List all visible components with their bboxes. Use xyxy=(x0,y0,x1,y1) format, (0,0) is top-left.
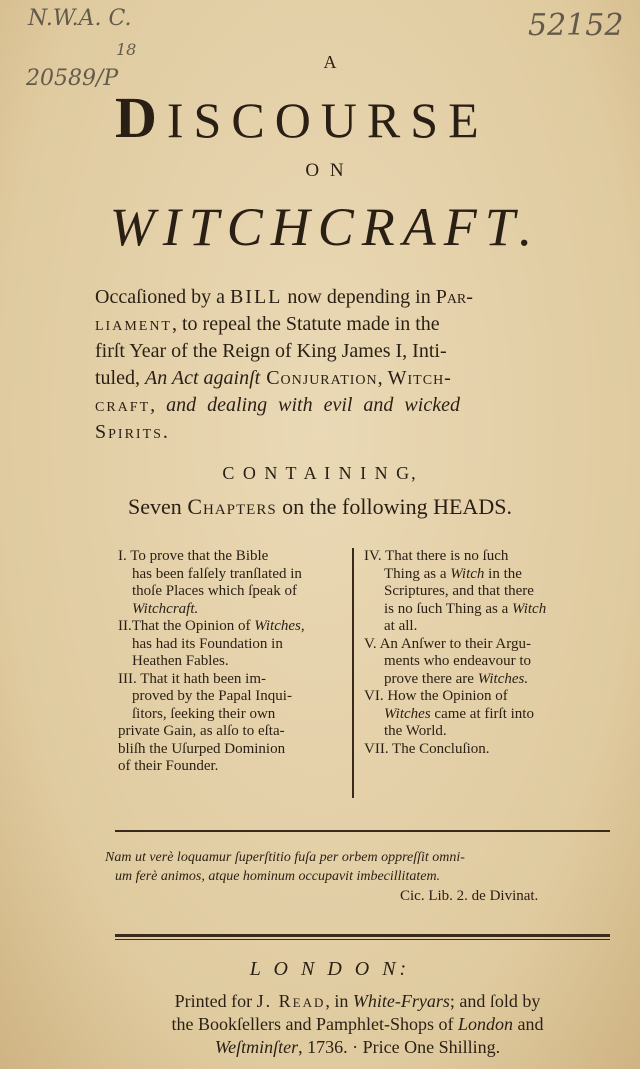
chapter-2-line-1: II.That the Opinion of Witches, xyxy=(118,618,305,634)
chapters-left-column xyxy=(118,548,344,776)
handwritten-mark-top-right: 52152 xyxy=(528,8,624,43)
title-discourse-rest: ISCOURSE xyxy=(166,92,489,148)
chapter-1-line-3: thoſe Places which ſpeak of xyxy=(132,583,297,599)
chapter-3-line-1: III. That it hath been im- xyxy=(118,670,267,687)
subtitle-line-1: Occaſioned by a BILL now depending in Par- xyxy=(95,286,473,308)
subtitle-block xyxy=(95,284,610,446)
heads-line: Seven Chapters on the following HEADS. xyxy=(128,494,512,519)
chapter-3-line-2: proved by the Papal Inqui- xyxy=(132,688,292,704)
chapter-6-line-1: VI. How the Opinion of xyxy=(364,688,508,704)
title-discourse xyxy=(115,85,489,150)
chapter-5-line-1: V. An Anſwer to their Argu- xyxy=(364,635,531,652)
chapter-5-line-2: ments who endeavour to xyxy=(384,653,532,669)
chapter-6-line-3: the World. xyxy=(384,723,447,739)
chapter-4-line-3: Scriptures, and that there xyxy=(384,583,534,599)
quote-line-1: Nam ut verè loquamur ſuperſtitio fuſa per orbem oppreſſit omni- xyxy=(105,850,465,865)
chapter-3-line-6: of their Founder. xyxy=(118,758,219,774)
handwritten-mark-top-left: N.W.A. C. xyxy=(28,6,132,31)
title-witchcraft: WITCHCRAFT. xyxy=(109,197,541,257)
chapter-3-line-3: ſitors, ſeeking their own xyxy=(132,705,276,722)
chapter-7-line-1: VII. The Concluſion. xyxy=(364,740,490,757)
handwritten-mark-left-sub: 18 xyxy=(116,40,137,59)
rule-above-quote xyxy=(115,830,610,832)
chapter-4-line-2: Thing as a Witch in the xyxy=(384,565,522,582)
title-article: A xyxy=(323,52,337,72)
chapter-1-line-4: Witchcraft. xyxy=(132,600,199,617)
chapter-4-line-1: IV. That there is no ſuch xyxy=(364,548,509,564)
chapter-6-line-2: Witches came at firſt into xyxy=(384,705,534,722)
subtitle-line-2: liament, to repeal the Statute made in the xyxy=(95,313,440,335)
subtitle-line-5: craft, and dealing with evil and wicked xyxy=(95,394,460,416)
chapter-1-line-2: has been falſely tranſlated in xyxy=(132,565,302,582)
title-drop-letter: D xyxy=(115,85,167,150)
chapter-3-line-5: bliſh the Uſurped Dominion xyxy=(118,740,286,757)
chapter-2-line-3: Heathen Fables. xyxy=(132,653,229,669)
chapter-2-line-2: has had its Foundation in xyxy=(132,635,283,652)
chapter-3-line-4: private Gain, as alſo to eſta- xyxy=(118,723,285,739)
containing-heading: C O N T A I N I N G, xyxy=(222,463,418,483)
imprint-line-1: Printed for J. Read, in White-Fryars; and ſold by xyxy=(174,991,541,1011)
subtitle-line-6: Spirits. xyxy=(95,421,170,443)
imprint-city: L O N D O N: xyxy=(249,958,411,980)
title-on: O N xyxy=(305,160,347,181)
quote-line-2: um ferè animos, atque hominum occupavit imbecillitatem. xyxy=(115,869,441,884)
chapter-4-line-4: is no ſuch Thing as a Witch xyxy=(384,600,547,617)
subtitle-line-3: firſt Year of the Reign of King James I, Inti- xyxy=(95,340,447,362)
imprint-line-2: the Bookſellers and Pamphlet-Shops of London and xyxy=(171,1014,544,1034)
imprint-block xyxy=(100,990,615,1059)
chapters-right-column xyxy=(364,548,610,758)
chapter-4-line-5: at all. xyxy=(384,618,418,634)
chapter-1-line-1: I. To prove that the Bible xyxy=(118,548,269,564)
latin-quote xyxy=(105,848,610,886)
rule-below-quote-thin xyxy=(115,939,610,940)
rule-below-quote xyxy=(115,934,610,937)
handwritten-call-number: 20589/P xyxy=(26,66,119,91)
imprint-line-3: Weſtminſter, 1736. · Price One Shilling. xyxy=(214,1037,501,1057)
chapter-5-line-3: prove there are Witches. xyxy=(384,670,529,687)
subtitle-line-4: tuled, An Act againſt Conjuration, Witch- xyxy=(95,367,452,389)
quote-citation: Cic. Lib. 2. de Divinat. xyxy=(400,888,539,904)
column-divider xyxy=(352,548,354,798)
